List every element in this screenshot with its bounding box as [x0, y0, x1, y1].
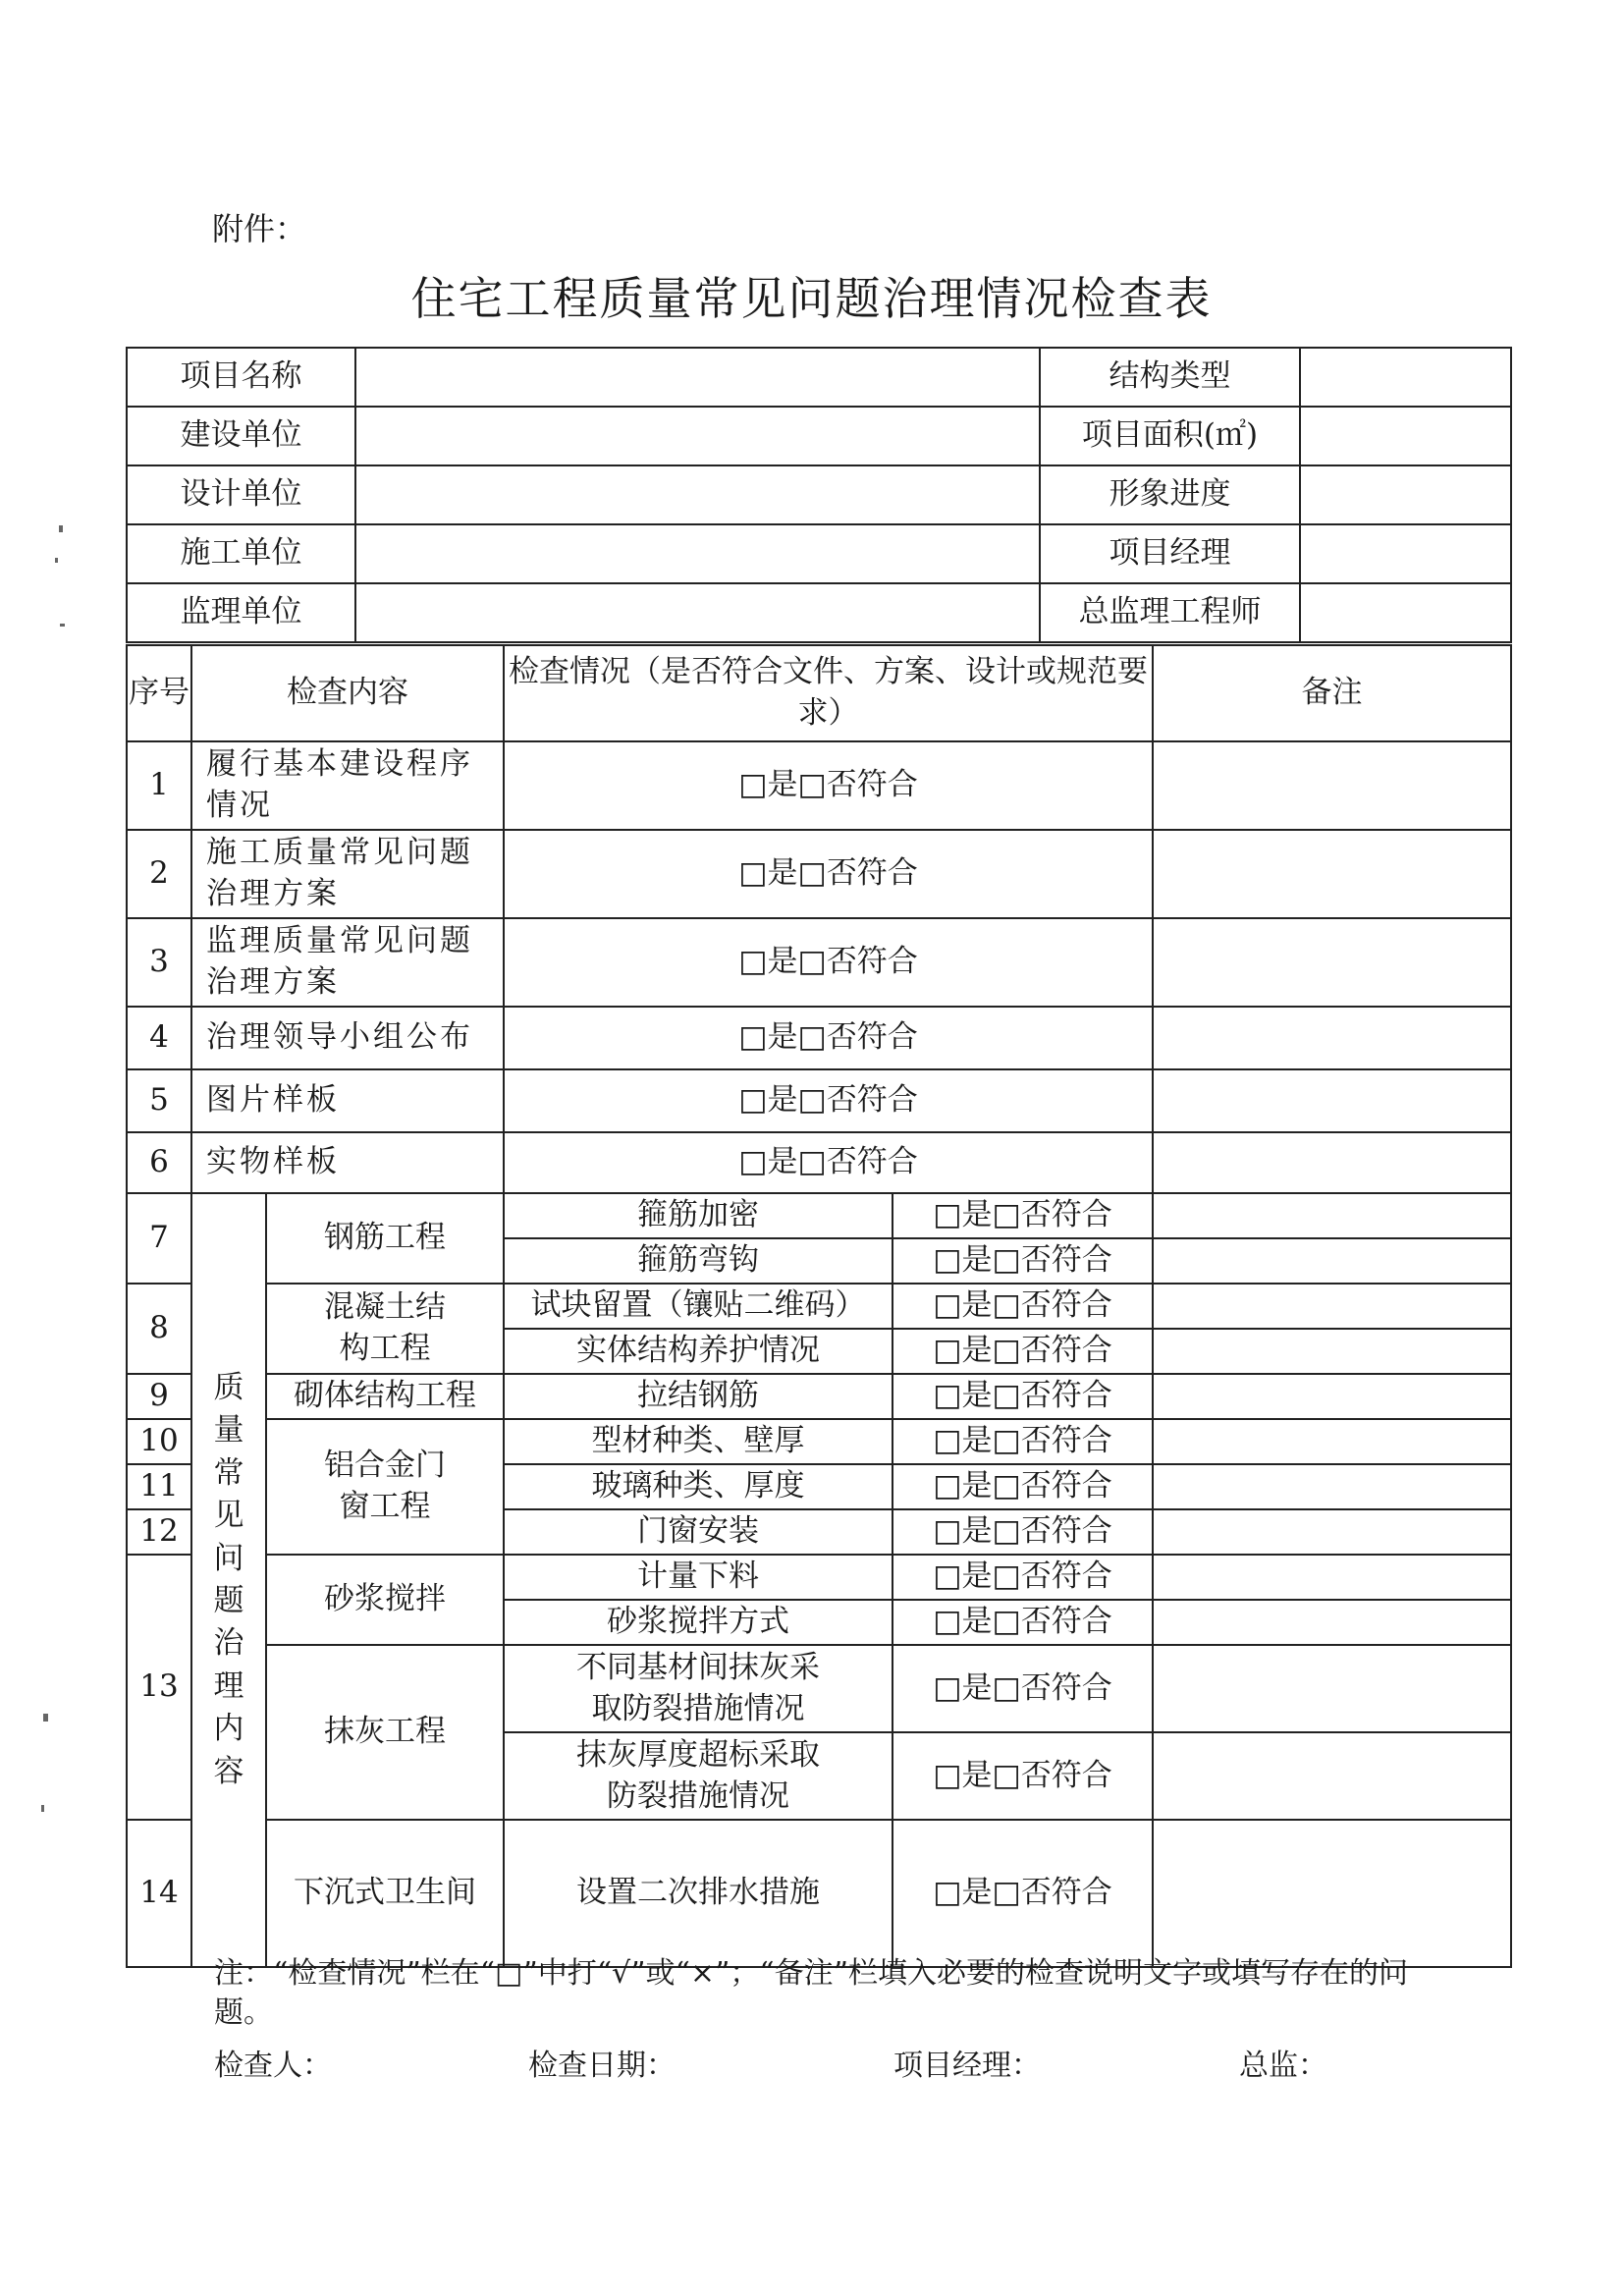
check-option[interactable]: □是□否符合 [893, 1284, 1153, 1329]
info-value-field[interactable] [355, 348, 1040, 407]
table-note: 注：“检查情况”栏在“□”中打“√”或“×”；“备注”栏填入必要的检查说明文字或填写存在的问题。 [214, 1956, 1408, 2030]
remark-field[interactable] [1153, 918, 1511, 1007]
row-no: 6 [127, 1132, 191, 1193]
category-cell: 下沉式卫生间 [266, 1820, 504, 1967]
item-text: 抹灰厚度超标采取防裂措施情况 [576, 1736, 820, 1814]
info-label: 建设单位 [127, 407, 355, 465]
check-option[interactable]: □是□否符合 [893, 1238, 1153, 1284]
info-right-value-field[interactable] [1300, 465, 1511, 524]
info-row [127, 407, 1511, 465]
item-cell [504, 1732, 893, 1820]
check-option[interactable]: □是□否符合 [893, 1600, 1153, 1645]
info-label: 施工单位 [127, 524, 355, 583]
table-row [127, 1374, 1511, 1419]
check-option[interactable]: □是□否符合 [893, 1329, 1153, 1374]
item-cell [504, 1645, 893, 1732]
scan-speck [55, 558, 58, 563]
row-no: 8 [127, 1284, 191, 1374]
info-right-value-field[interactable] [1300, 407, 1511, 465]
row-no: 2 [127, 830, 191, 918]
info-label: 设计单位 [127, 465, 355, 524]
scan-speck [41, 1805, 44, 1812]
info-row [127, 583, 1511, 642]
chief-supervisor-label: 总监： [1239, 2049, 1327, 2083]
check-option[interactable]: □是□否符合 [893, 1464, 1153, 1509]
row-no: 1 [127, 741, 191, 830]
info-value-field[interactable] [355, 465, 1040, 524]
remark-field[interactable] [1153, 1069, 1511, 1132]
remark-field[interactable] [1153, 830, 1511, 918]
check-option[interactable]: □是□否符合 [504, 1069, 1153, 1132]
row-content: 施工质量常见问题治理方案 [191, 830, 504, 918]
item-cell: 箍筋弯钩 [504, 1238, 893, 1284]
page-title: 住宅工程质量常见问题治理情况检查表 [410, 272, 1213, 325]
row-content: 图片样板 [191, 1069, 504, 1132]
scan-speck [60, 624, 65, 627]
check-option[interactable]: □是□否符合 [893, 1509, 1153, 1555]
row-no: 13 [127, 1555, 191, 1820]
header-row [127, 645, 1511, 741]
info-label: 监理单位 [127, 583, 355, 642]
table-row [127, 1069, 1511, 1132]
item-cell: 试块留置（镶贴二维码） [504, 1284, 893, 1329]
item-cell: 玻璃种类、厚度 [504, 1464, 893, 1509]
check-option[interactable]: □是□否符合 [893, 1555, 1153, 1600]
checklist-table [126, 644, 1512, 1968]
remark-field[interactable] [1153, 1464, 1511, 1509]
info-value-field[interactable] [355, 407, 1040, 465]
info-right-label: 总监理工程师 [1040, 583, 1300, 642]
row-no: 5 [127, 1069, 191, 1132]
header-status: 检查情况（是否符合文件、方案、设计或规范要求） [504, 645, 1153, 741]
check-option[interactable]: □是□否符合 [504, 918, 1153, 1007]
category-cell [266, 1284, 504, 1374]
info-right-label: 结构类型 [1040, 348, 1300, 407]
item-cell: 砂浆搅拌方式 [504, 1600, 893, 1645]
table-row [127, 1284, 1511, 1329]
row-content: 治理领导小组公布 [191, 1007, 504, 1069]
table-row [127, 830, 1511, 918]
remark-field[interactable] [1153, 1132, 1511, 1193]
item-cell: 设置二次排水措施 [504, 1820, 893, 1967]
scan-speck [43, 1714, 48, 1722]
table-row [127, 1820, 1511, 1967]
row-content: 履行基本建设程序情况 [191, 741, 504, 830]
item-text: 不同基材间抹灰采取防裂措施情况 [576, 1649, 820, 1726]
check-option[interactable]: □是□否符合 [504, 741, 1153, 830]
project-info-table [126, 347, 1512, 643]
table-row [127, 1132, 1511, 1193]
item-cell: 实体结构养护情况 [504, 1329, 893, 1374]
info-right-label: 形象进度 [1040, 465, 1300, 524]
header-no: 序号 [127, 645, 191, 741]
table-row [127, 741, 1511, 830]
check-option[interactable]: □是□否符合 [893, 1193, 1153, 1238]
remark-field[interactable] [1153, 1374, 1511, 1419]
row-no: 14 [127, 1820, 191, 1967]
category-cell: 砂浆搅拌 [266, 1555, 504, 1645]
check-option[interactable]: □是□否符合 [504, 830, 1153, 918]
item-cell: 型材种类、壁厚 [504, 1419, 893, 1464]
check-option[interactable]: □是□否符合 [893, 1419, 1153, 1464]
item-cell: 计量下料 [504, 1555, 893, 1600]
inspection-date-label: 检查日期： [528, 2049, 676, 2083]
check-option[interactable]: □是□否符合 [504, 1007, 1153, 1069]
remark-field[interactable] [1153, 741, 1511, 830]
item-cell: 拉结钢筋 [504, 1374, 893, 1419]
table-row [127, 1193, 1511, 1238]
remark-field[interactable] [1153, 1555, 1511, 1600]
remark-field[interactable] [1153, 1284, 1511, 1329]
remark-field[interactable] [1153, 1419, 1511, 1464]
table-row [127, 1645, 1511, 1732]
category-text: 混凝土结构工程 [324, 1289, 446, 1366]
category-text: 铝合金门窗工程 [324, 1448, 446, 1524]
check-option[interactable]: □是□否符合 [893, 1820, 1153, 1967]
row-no: 9 [127, 1374, 191, 1419]
info-right-label: 项目经理 [1040, 524, 1300, 583]
row-content: 监理质量常见问题治理方案 [191, 918, 504, 1007]
info-row [127, 524, 1511, 583]
header-content: 检查内容 [191, 645, 504, 741]
info-label: 项目名称 [127, 348, 355, 407]
info-row [127, 465, 1511, 524]
check-option[interactable]: □是□否符合 [893, 1732, 1153, 1820]
remark-field[interactable] [1153, 1329, 1511, 1374]
info-row [127, 348, 1511, 407]
header-remark: 备注 [1153, 645, 1511, 741]
quality-group-text: 质量常见问题治理内容 [213, 1370, 244, 1789]
info-right-label: 项目面积(㎡) [1040, 407, 1300, 465]
info-right-value-field[interactable] [1300, 348, 1511, 407]
remark-field[interactable] [1153, 1645, 1511, 1732]
row-no: 12 [127, 1509, 191, 1555]
remark-field[interactable] [1153, 1007, 1511, 1069]
row-no: 7 [127, 1193, 191, 1284]
remark-field[interactable] [1153, 1600, 1511, 1645]
category-cell [266, 1419, 504, 1555]
remark-field[interactable] [1153, 1193, 1511, 1238]
table-row [127, 1555, 1511, 1600]
info-value-field[interactable] [355, 583, 1040, 642]
category-cell: 抹灰工程 [266, 1645, 504, 1820]
project-manager-label: 项目经理： [893, 2049, 1041, 2083]
attachment-label: 附件： [212, 210, 307, 247]
check-option[interactable]: □是□否符合 [893, 1374, 1153, 1419]
category-cell: 砌体结构工程 [266, 1374, 504, 1419]
item-cell: 箍筋加密 [504, 1193, 893, 1238]
table-row [127, 1419, 1511, 1464]
check-option[interactable]: □是□否符合 [893, 1645, 1153, 1732]
row-no: 4 [127, 1007, 191, 1069]
info-right-value-field[interactable] [1300, 583, 1511, 642]
scan-speck [59, 525, 63, 532]
table-row [127, 918, 1511, 1007]
remark-field[interactable] [1153, 1238, 1511, 1284]
row-content: 实物样板 [191, 1132, 504, 1193]
remark-field[interactable] [1153, 1732, 1511, 1820]
row-no: 3 [127, 918, 191, 1007]
inspector-label: 检查人： [214, 2049, 332, 2083]
row-no: 10 [127, 1419, 191, 1464]
info-value-field[interactable] [355, 524, 1040, 583]
check-option[interactable]: □是□否符合 [504, 1132, 1153, 1193]
info-right-value-field[interactable] [1300, 524, 1511, 583]
remark-field[interactable] [1153, 1509, 1511, 1555]
table-row [127, 1007, 1511, 1069]
category-cell: 钢筋工程 [266, 1193, 504, 1284]
remark-field[interactable] [1153, 1820, 1511, 1967]
quality-group-label [191, 1193, 266, 1967]
row-no: 11 [127, 1464, 191, 1509]
item-cell: 门窗安装 [504, 1509, 893, 1555]
